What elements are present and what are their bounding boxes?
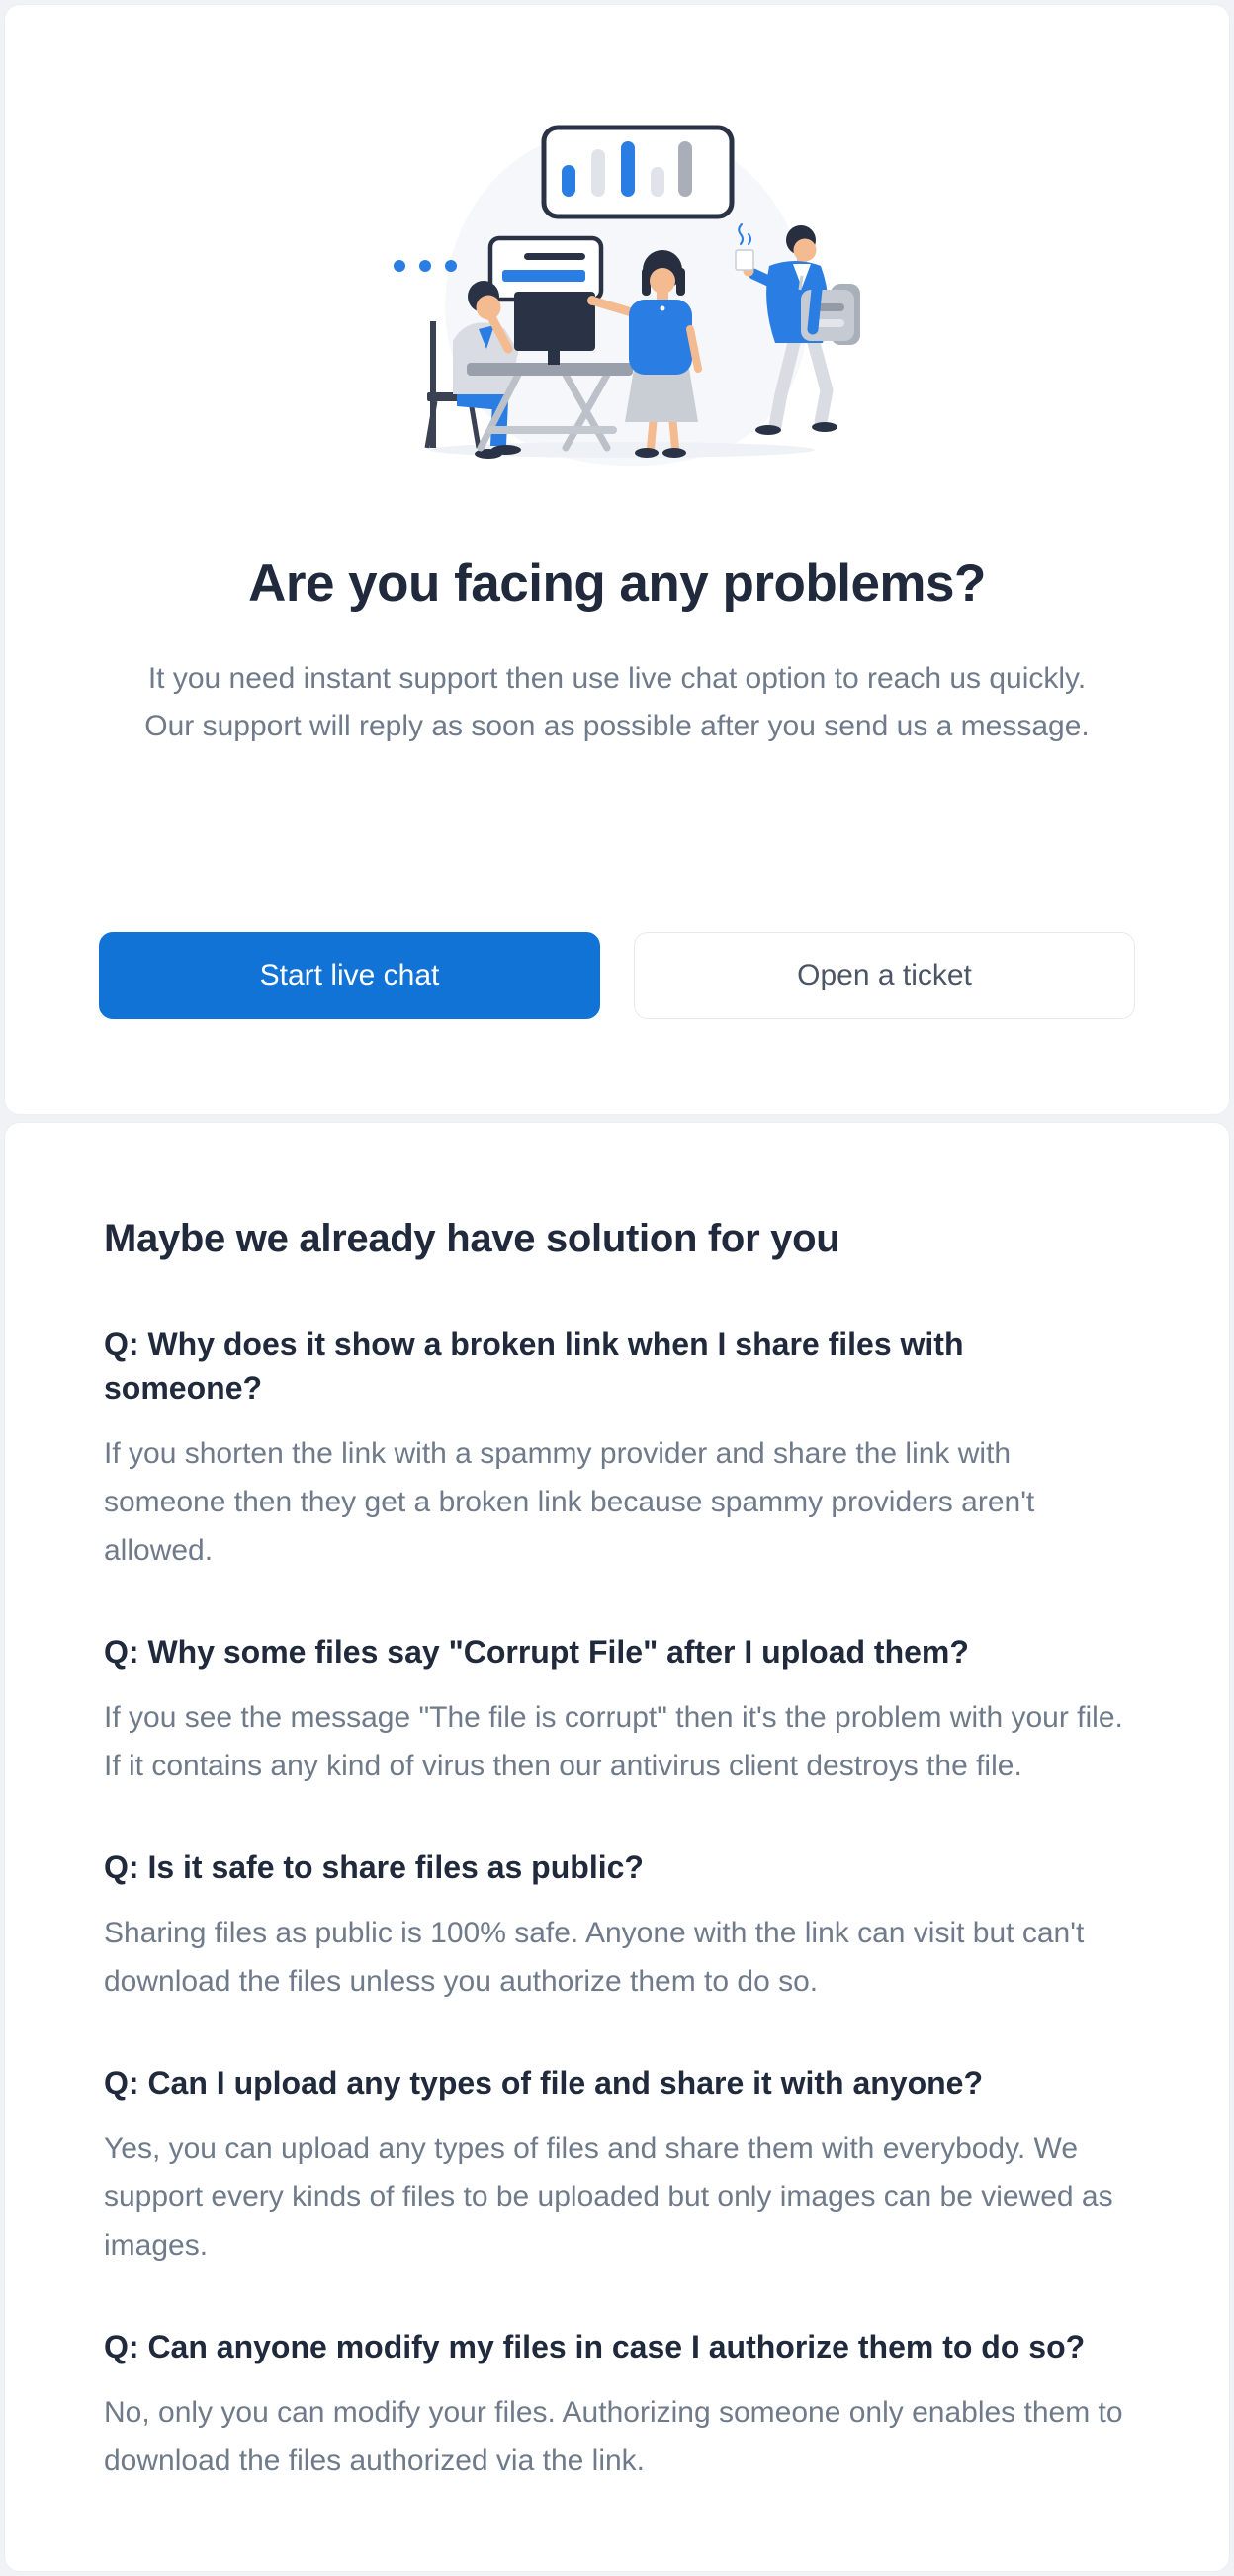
faq-item xyxy=(104,2061,1130,2270)
start-live-chat-button[interactable]: Start live chat xyxy=(99,932,600,1019)
hero-actions xyxy=(99,932,1135,1019)
faq-answer: If you see the message "The file is corrupt" then it's the problem with your file. If it contains any kind of virus then our antivirus client destroys the file. xyxy=(104,1701,1123,1782)
subtitle-line-1: It you need instant support then use live chat option to reach us quickly. xyxy=(147,662,1087,695)
faq-heading: Maybe we already have solution for you xyxy=(104,1217,840,1260)
subtitle-line-2: Our support will reply as soon as possible after you send us a message. xyxy=(144,710,1090,742)
faq-question: Q: Is it safe to share files as public? xyxy=(104,1849,644,1885)
faq-item xyxy=(104,1846,1130,2006)
bar-chart-graphic xyxy=(544,128,732,216)
faq-item xyxy=(104,2325,1130,2485)
faq-question: Q: Can I upload any types of file and share it with anyone? xyxy=(104,2065,984,2101)
faq-question: Q: Why some files say "Corrupt File" after I upload them? xyxy=(104,1634,969,1670)
page-title: Are you facing any problems? xyxy=(248,555,986,613)
faq-question: Q: Why does it show a broken link when I share files with someone? xyxy=(104,1327,964,1406)
open-ticket-button[interactable]: Open a ticket xyxy=(634,932,1135,1019)
faq-answer: Yes, you can upload any types of files and share them with everybody. We support every kinds of files to be uploaded but only images can be viewed as images. xyxy=(104,2132,1113,2262)
support-illustration xyxy=(370,100,864,473)
faq-card xyxy=(4,1122,1230,2572)
faq-item xyxy=(104,1630,1130,1790)
faq-answer: No, only you can modify your files. Authorizing someone only enables them to download the files authorized via the link. xyxy=(104,2396,1123,2477)
thinking-dots-graphic xyxy=(394,260,457,272)
faq-question: Q: Can anyone modify my files in case I authorize them to do so? xyxy=(104,2329,1086,2364)
faq-answer: If you shorten the link with a spammy provider and share the link with someone then they get a broken link because spammy providers aren't allowed. xyxy=(104,1437,1035,1567)
hero-subtitle xyxy=(144,655,1090,750)
faq-answer: Sharing files as public is 100% safe. Anyone with the link can visit but can't download the files unless you authorize them to do so. xyxy=(104,1917,1085,1998)
faq-item xyxy=(104,1323,1130,1575)
hero-card xyxy=(4,4,1230,1115)
